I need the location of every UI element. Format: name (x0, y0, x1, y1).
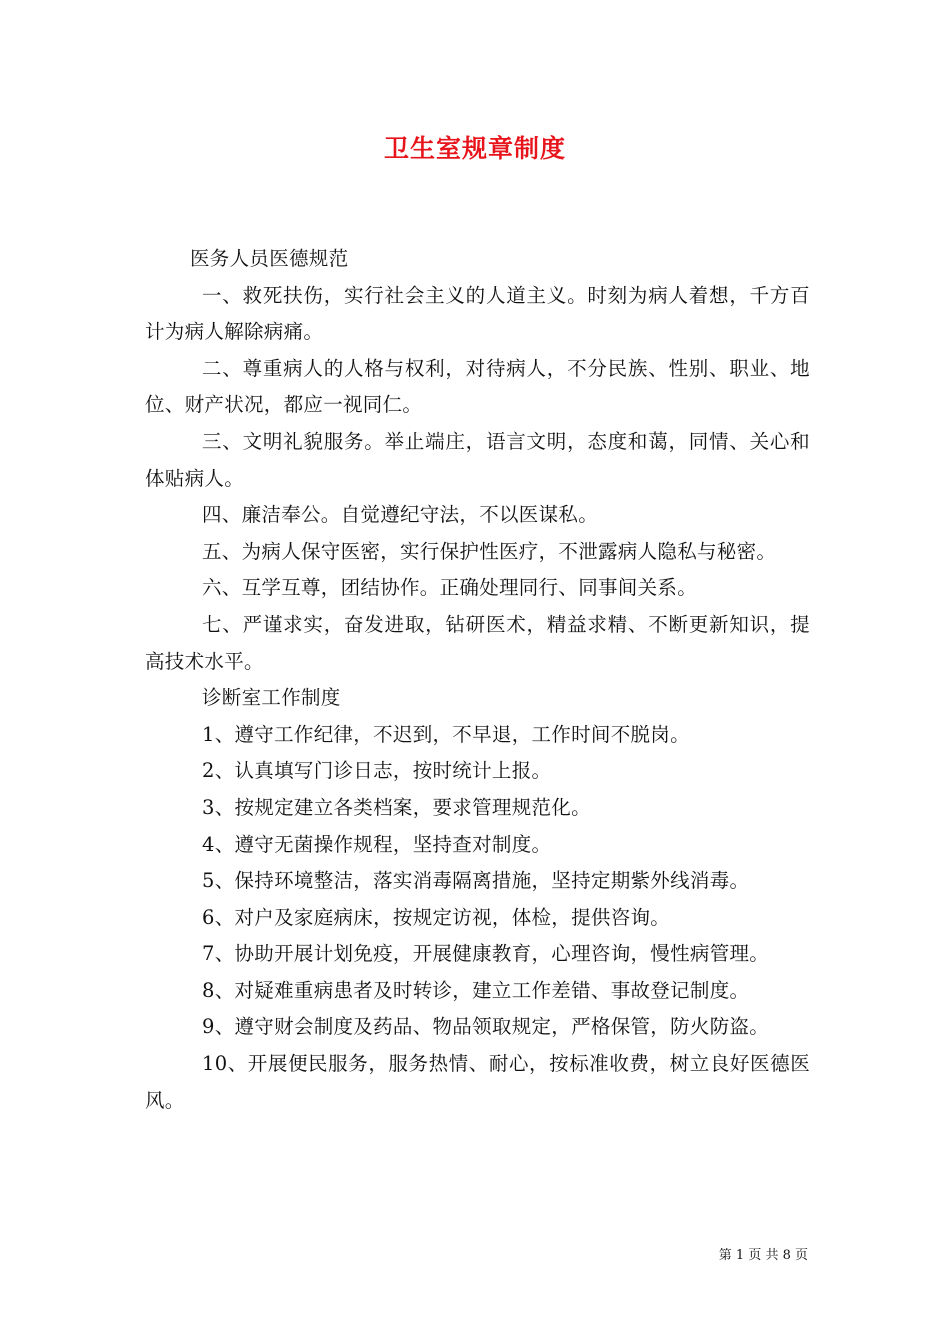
clinic-rule-6: 6、对户及家庭病床，按规定访视，体检，提供咨询。 (202, 905, 671, 929)
section-heading-medical-ethics: 医务人员医德规范 (190, 247, 349, 270)
clinic-rule-3: 3、按规定建立各类档案，要求管理规范化。 (202, 795, 591, 819)
clinic-rule-10: 10、开展便民服务，服务热情、耐心，按标准收费，树立良好医德医风。 (145, 1052, 810, 1112)
ethics-item-4: 四、廉洁奉公。自觉遵纪守法，不以医谋私。 (202, 503, 599, 527)
clinic-rule-2: 2、认真填写门诊日志，按时统计上报。 (202, 759, 552, 783)
document-body (145, 241, 810, 1119)
clinic-rule-7: 7、协助开展计划免疫，开展健康教育，心理咨询，慢性病管理。 (202, 942, 770, 966)
ethics-item-5: 五、为病人保守医密，实行保护性医疗，不泄露病人隐私与秘密。 (202, 539, 777, 563)
clinic-rule-5: 5、保持环境整洁，落实消毒隔离措施，坚持定期紫外线消毒。 (202, 869, 750, 893)
clinic-rule-8: 8、对疑难重病患者及时转诊，建立工作差错、事故登记制度。 (202, 978, 750, 1002)
ethics-item-6: 六、互学互尊，团结协作。正确处理同行、同事间关系。 (202, 576, 698, 600)
ethics-item-1: 一、救死扶伤，实行社会主义的人道主义。时刻为病人着想，千方百计为病人解除病痛。 (145, 283, 810, 344)
document-title: 卫生室规章制度 (383, 134, 566, 163)
clinic-rule-4: 4、遵守无菌操作规程，坚持查对制度。 (202, 832, 552, 856)
ethics-item-3: 三、文明礼貌服务。举止端庄，语言文明，态度和蔼，同情、关心和体贴病人。 (145, 429, 810, 490)
clinic-rule-9: 9、遵守财会制度及药品、物品领取规定，严格保管，防火防盗。 (202, 1015, 770, 1039)
ethics-item-7: 七、严谨求实，奋发进取，钻研医术，精益求精、不断更新知识，提高技术水平。 (145, 612, 810, 673)
section-heading-clinic-rules: 诊断室工作制度 (202, 686, 341, 710)
clinic-rule-1: 1、遵守工作纪律，不迟到，不早退，工作时间不脱岗。 (202, 722, 690, 746)
page-number: 第 1 页 共 8 页 (718, 1248, 808, 1263)
ethics-item-2: 二、尊重病人的人格与权利，对待病人，不分民族、性别、职业、地位、财产状况，都应一视同仁。 (145, 356, 810, 417)
